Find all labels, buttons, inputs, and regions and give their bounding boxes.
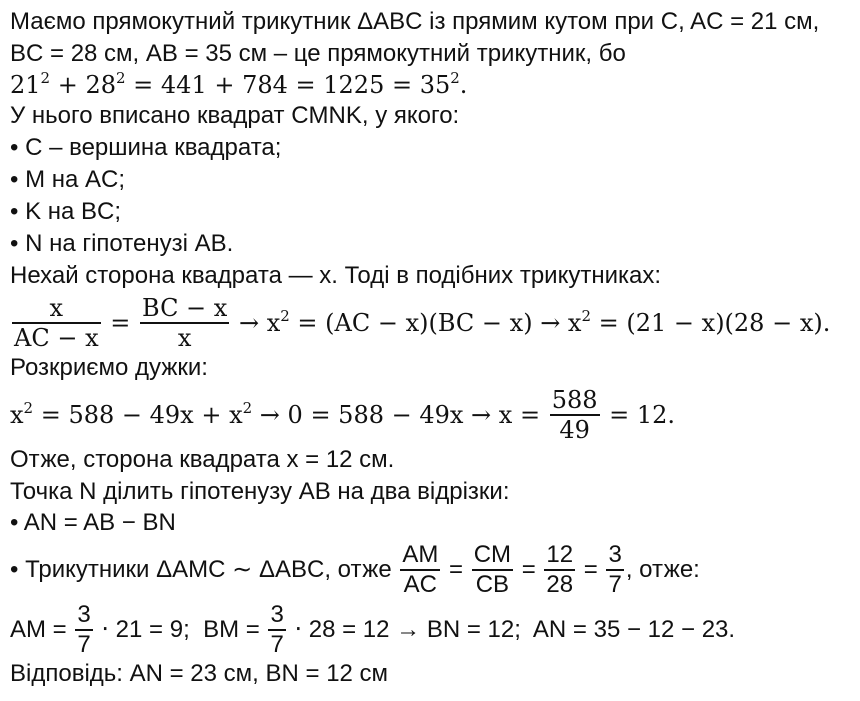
text-line-2: BC = 28 см, AB = 35 см – це прямокутний трикутник, бо (10, 40, 626, 67)
list-item-m: • M на AC; (10, 166, 126, 193)
numerator: CM (472, 541, 513, 571)
equals: = (515, 556, 543, 583)
term: → $x^2 = (AC - x)(BC - x) \to x^2 = (21 - x)(28 - x)$. (231, 307, 831, 337)
denominator: x (177, 324, 192, 352)
numerator: 3 (75, 601, 92, 631)
denominator: 7 (270, 631, 284, 658)
term: ⋅ 28 = 12 → BN = 12; AN = 35 − 12 − 23. (287, 616, 736, 643)
list-item-n: • N на гіпотенузі AB. (10, 230, 234, 257)
list-item-vertex: • C – вершина квадрата; (10, 134, 282, 161)
equation-pythagoras (10, 69, 468, 99)
text-line-14: Точка N ділить гіпотенузу AB на два відрізки: (10, 478, 510, 505)
text-line-9: Нехай сторона квадрата — x. Тоді в подібних трикутниках: (10, 262, 662, 289)
numerator: BC − x (141, 294, 228, 322)
fraction (606, 541, 623, 599)
fraction (550, 386, 600, 444)
term: 21 (10, 71, 41, 99)
term: , отже: (625, 556, 700, 583)
term: + 28 (50, 71, 116, 99)
text-line-13: Отже, сторона квадрата x = 12 см. (10, 446, 395, 473)
denominator: CB (475, 571, 510, 598)
fraction (140, 294, 229, 352)
denominator: 28 (546, 571, 574, 598)
equation-segments (10, 598, 735, 662)
equation-ratio (10, 538, 700, 602)
term: = 441 + 784 = 1225 = 35 (125, 71, 451, 99)
exponent: 2 (116, 69, 126, 87)
term: • Трикутники ΔAMC ∼ ΔABC, отже (10, 556, 399, 583)
denominator: 49 (559, 416, 590, 444)
text-line-11: Розкриємо дужки: (10, 354, 208, 381)
denominator: AC − x (14, 324, 99, 352)
numerator: 12 (544, 541, 575, 571)
numerator: AM (400, 541, 440, 571)
list-item-k: • K на BC; (10, 198, 122, 225)
equation-expand (10, 384, 675, 446)
fraction (400, 541, 440, 599)
term: = 12. (601, 401, 676, 429)
numerator: x (12, 294, 101, 324)
denominator: 7 (608, 571, 622, 598)
denominator: AC (403, 571, 438, 598)
fraction (544, 541, 575, 599)
answer-line: Відповідь: AN = 23 см, BN = 12 см (10, 660, 389, 687)
term: AM = (10, 616, 74, 643)
denominator: 7 (77, 631, 91, 658)
equals: = (102, 309, 138, 337)
fraction (268, 601, 285, 659)
exponent: 2 (450, 69, 460, 87)
term: ⋅ 21 = 9; BM = (94, 616, 267, 643)
fraction (472, 541, 513, 599)
numerator: 3 (268, 601, 285, 631)
numerator: 3 (606, 541, 623, 571)
text-line-4: У нього вписано квадрат CMNK, у якого: (10, 102, 460, 129)
numerator: 588 (551, 386, 598, 414)
equation-similarity (10, 292, 830, 354)
equals: = (442, 556, 470, 583)
list-item-an: • AN = AB − BN (10, 509, 176, 536)
fraction (12, 294, 101, 352)
equals: = (577, 556, 605, 583)
text-line-1: Маємо прямокутний трикутник ΔABC із прямим кутом при C, AC = 21 см, (10, 8, 820, 35)
term: . (459, 71, 468, 99)
exponent: 2 (40, 69, 51, 87)
term: $x^2 = 588 - 49x + x^2 \to 0 = 588 - 49x \to x$ = (10, 399, 548, 429)
fraction (75, 601, 92, 659)
